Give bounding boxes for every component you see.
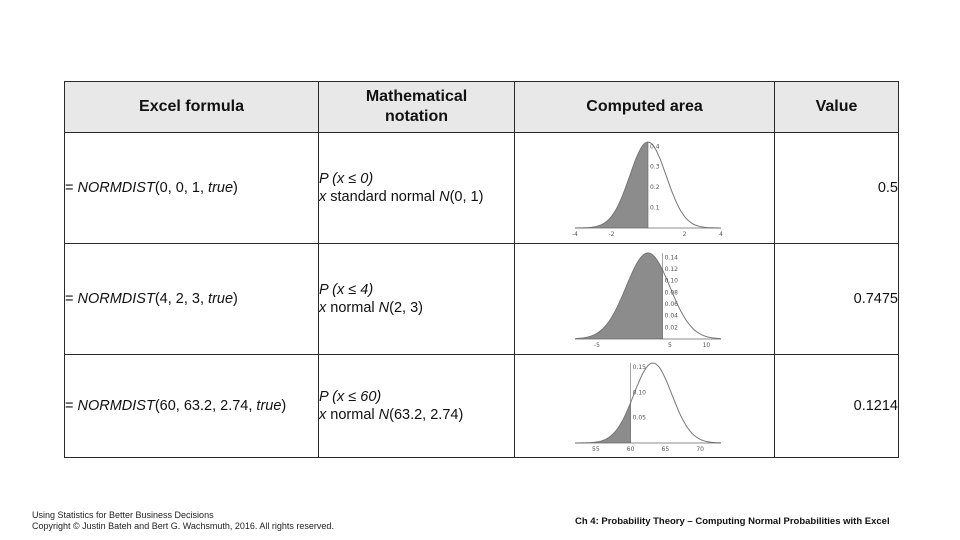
- dist-desc: normal: [330, 300, 375, 316]
- dist-params: (63.2, 2.74): [389, 407, 464, 423]
- footer-credits: [32, 510, 334, 532]
- y-tick-label: 0.3: [649, 163, 660, 171]
- table-row: [65, 355, 899, 458]
- formula-close: ): [233, 180, 238, 196]
- y-tick-label: 0.08: [664, 289, 678, 297]
- header-value: Value: [775, 82, 899, 133]
- dist-variable: x: [319, 300, 327, 316]
- formula-close: ): [281, 398, 287, 414]
- formula-equals: =: [65, 180, 74, 196]
- dist-n: N: [439, 189, 450, 205]
- dist-params: (2, 3): [389, 300, 423, 316]
- shaded-area: [575, 403, 631, 443]
- normal-probability-table: [64, 81, 899, 458]
- distribution-description: [319, 188, 514, 206]
- x-tick-label: 2: [682, 231, 686, 238]
- y-tick-label: 0.10: [664, 277, 678, 285]
- probability-expression: P (x ≤ 60): [319, 389, 382, 405]
- formula-function: NORMDIST: [77, 291, 155, 307]
- distribution-description: [319, 406, 514, 424]
- header-math-line2: notation: [384, 108, 449, 125]
- normal-curve-plot: [563, 247, 727, 351]
- formula-close: ): [233, 291, 238, 307]
- formula-cell: [65, 244, 319, 355]
- math-notation-cell: [319, 355, 515, 458]
- x-tick-label: 5: [667, 342, 672, 349]
- table-row: [65, 133, 899, 244]
- x-tick-label: -2: [608, 231, 614, 238]
- formula-cell: [65, 355, 319, 458]
- dist-n: N: [378, 407, 390, 423]
- normal-curve-plot: [563, 357, 727, 455]
- shaded-area: [575, 142, 648, 228]
- formula-equals: =: [65, 291, 74, 307]
- dist-n: N: [378, 300, 390, 316]
- formula-equals: =: [65, 398, 74, 414]
- density-curve: [575, 363, 721, 443]
- header-math-notation: [319, 82, 515, 133]
- x-tick-label: 4: [718, 231, 723, 238]
- normal-curve-plot: [563, 136, 727, 240]
- table-row: [65, 244, 899, 355]
- value-cell: 0.5: [775, 133, 899, 244]
- header-row: [65, 82, 899, 133]
- y-tick-label: 0.05: [632, 414, 646, 422]
- formula-true: true: [208, 291, 234, 307]
- formula-true: true: [256, 398, 282, 414]
- probability-expression: P (x ≤ 0): [319, 171, 374, 187]
- x-tick-label: -4: [571, 231, 578, 238]
- x-tick-label: -5: [593, 342, 600, 349]
- formula-true: true: [208, 180, 234, 196]
- y-tick-label: 0.1: [649, 204, 660, 212]
- y-tick-label: 0.15: [632, 364, 646, 371]
- x-tick-label: 60: [626, 446, 634, 453]
- formula-args: (4, 2, 3,: [154, 291, 209, 307]
- dist-desc: normal: [330, 407, 375, 423]
- y-tick-label: 0.2: [649, 184, 660, 192]
- y-tick-label: 0.02: [664, 324, 678, 332]
- x-tick-label: 65: [661, 446, 669, 453]
- formula-args: (0, 0, 1,: [154, 180, 209, 196]
- shaded-area: [575, 253, 663, 339]
- y-tick-label: 0.06: [664, 300, 678, 308]
- formula-function: NORMDIST: [77, 398, 155, 414]
- y-tick-label: 0.12: [664, 265, 678, 273]
- value-cell: 0.7475: [775, 244, 899, 355]
- dist-variable: x: [319, 189, 327, 205]
- dist-variable: x: [319, 407, 327, 423]
- header-computed-area: Computed area: [515, 82, 775, 133]
- header-math-line1: Mathematical: [365, 88, 468, 105]
- x-tick-label: 10: [702, 342, 710, 349]
- computed-area-cell: [515, 244, 775, 355]
- y-tick-label: 0.10: [632, 389, 646, 397]
- header-excel-formula: Excel formula: [65, 82, 319, 133]
- x-tick-label: 70: [695, 446, 704, 453]
- y-tick-label: 0.14: [664, 254, 678, 262]
- formula-cell: [65, 133, 319, 244]
- footer-book-title: Using Statistics for Better Business Decisions: [32, 510, 214, 520]
- dist-params: (0, 1): [449, 189, 484, 205]
- computed-area-cell: [515, 133, 775, 244]
- y-tick-label: 0.04: [664, 312, 678, 320]
- formula-function: NORMDIST: [77, 180, 155, 196]
- y-tick-label: 0.4: [649, 143, 660, 151]
- x-tick-label: 55: [591, 446, 600, 453]
- math-notation-cell: [319, 244, 515, 355]
- formula-args: (60, 63.2, 2.74,: [154, 398, 257, 414]
- probability-expression: P (x ≤ 4): [319, 282, 374, 298]
- value-cell: 0.1214: [775, 355, 899, 458]
- computed-area-cell: [515, 355, 775, 458]
- footer-chapter-title: Ch 4: Probability Theory – Computing Normal Probabilities with Excel: [575, 516, 890, 527]
- footer-copyright: Copyright © Justin Bateh and Bert G. Wachsmuth, 2016. All rights reserved.: [32, 521, 334, 531]
- dist-desc: standard normal: [330, 189, 436, 205]
- distribution-description: [319, 299, 514, 317]
- math-notation-cell: [319, 133, 515, 244]
